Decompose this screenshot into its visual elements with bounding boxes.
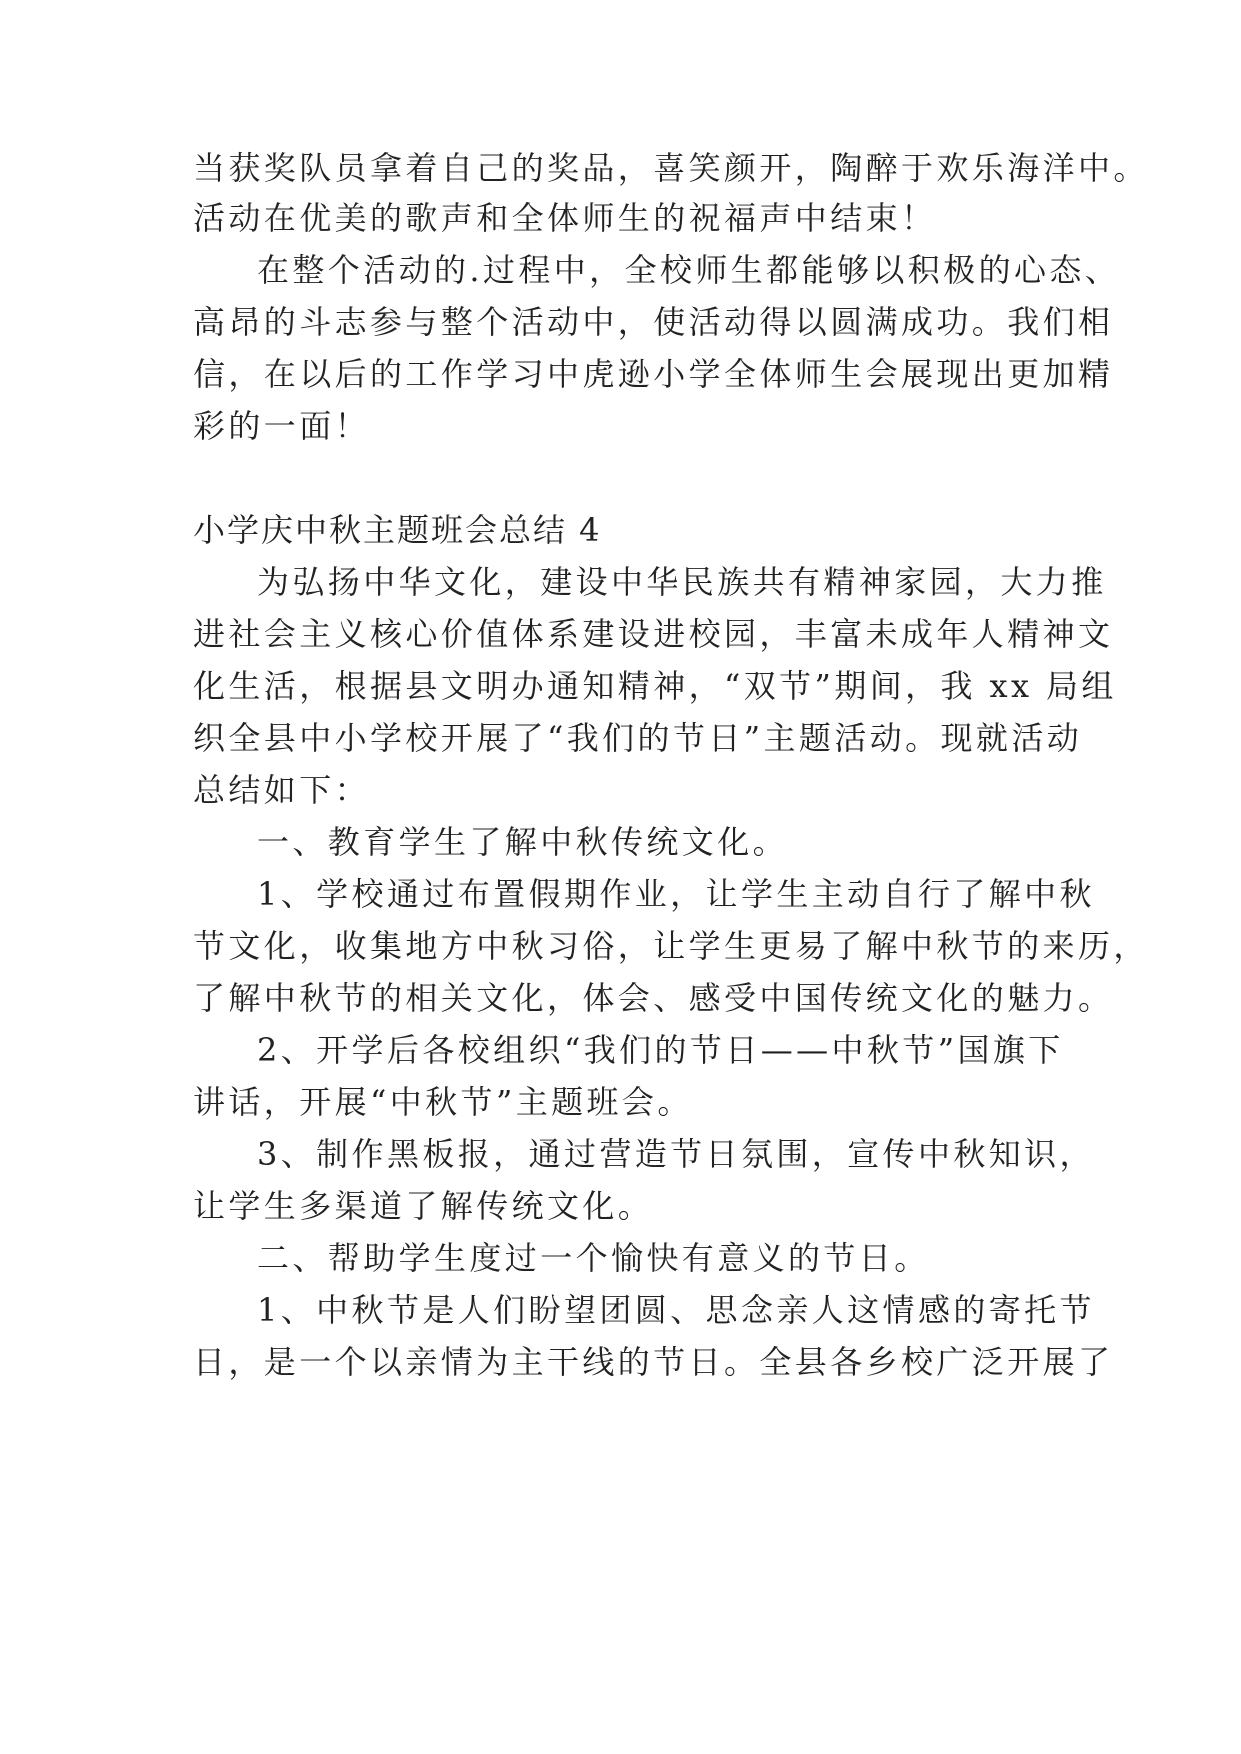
part1-item2-line-2: 讲话，开展“中秋节”主题班会。 (193, 1083, 693, 1121)
closing-line-2: 高昂的斗志参与整个活动中，使活动得以圆满成功。我们相 (193, 303, 1114, 341)
part1-item3-line-1: 3、制作黑板报，通过营造节日氛围，宣传中秋知识， (257, 1135, 1095, 1173)
part1-heading: 一、教育学生了解中秋传统文化。 (257, 823, 789, 861)
part1-item2-line-1: 2、开学后各校组织“我们的节日——中秋节”国旗下 (257, 1031, 1064, 1069)
closing-line-1: 在整个活动的.过程中，全校师生都能够以积极的心态、 (257, 251, 1121, 289)
part2-item1-line-2: 日，是一个以亲情为主干线的节日。全县各乡校广泛开展了 (193, 1343, 1114, 1381)
section-title: 小学庆中秋主题班会总结 4 (193, 511, 602, 549)
part1-item3-line-2: 让学生多渠道了解传统文化。 (193, 1187, 654, 1225)
closing-line-3: 信，在以后的工作学习中虎逊小学全体师生会展现出更加精 (193, 355, 1114, 393)
part1-item1-line-3: 了解中秋节的相关文化，体会、感受中国传统文化的魅力。 (193, 979, 1114, 1017)
part1-item1-line-2: 节文化，收集地方中秋习俗，让学生更易了解中秋节的来历， (193, 927, 1149, 965)
opening-line-4: 织全县中小学校开展了“我们的节日”主题活动。现就活动 (193, 719, 1083, 757)
opening-line-2: 进社会主义核心价值体系建设进校园，丰富未成年人精神文 (193, 615, 1114, 653)
opening-line-3: 化生活，根据县文明办通知精神，“双节”期间，我 xx 局组 (193, 667, 1117, 705)
part1-item1-line-1: 1、学校通过布置假期作业，让学生主动自行了解中秋 (257, 875, 1095, 913)
opening-line-1: 为弘扬中华文化，建设中华民族共有精神家园，大力推 (257, 563, 1107, 601)
intro-line-1: 当获奖队员拿着自己的奖品，喜笑颜开，陶醉于欢乐海洋中。 (193, 149, 1149, 187)
closing-line-4: 彩的一面！ (193, 407, 371, 445)
opening-line-5: 总结如下： (193, 771, 371, 809)
part2-item1-line-1: 1、中秋节是人们盼望团圆、思念亲人这情感的寄托节 (257, 1291, 1095, 1329)
intro-line-2: 活动在优美的歌声和全体师生的祝福声中结束！ (193, 199, 937, 237)
part2-heading: 二、帮助学生度过一个愉快有意义的节日。 (257, 1239, 930, 1277)
